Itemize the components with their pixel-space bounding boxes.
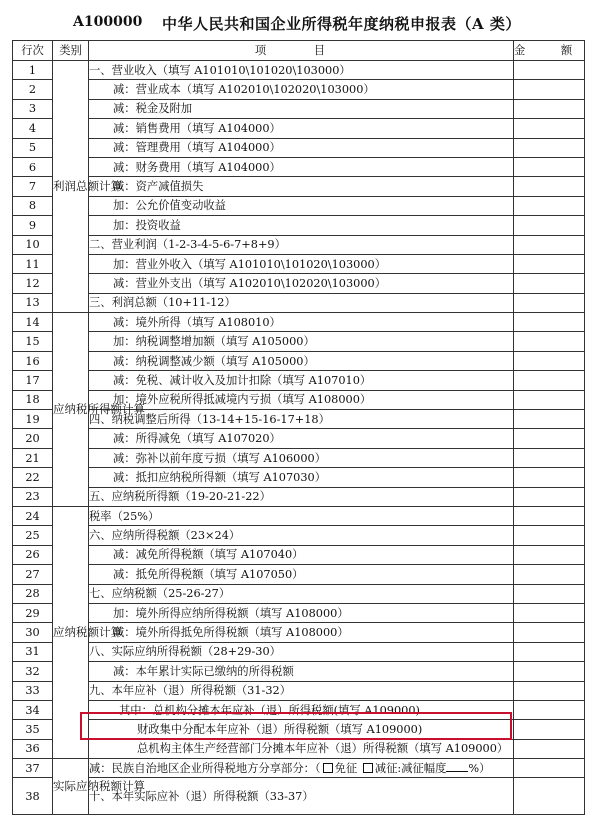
form-title-bar (0, 10, 596, 36)
table-row (13, 739, 585, 758)
row-item-text: 减：境外所得（填写 A108010） (89, 313, 514, 332)
exempt-checkbox[interactable] (323, 763, 333, 773)
table-row (13, 681, 585, 700)
row-item-text: 加：公允价值变动收益 (89, 196, 514, 215)
row-item-text: 减：税金及附加 (89, 99, 514, 118)
row-item-text: 减：本年累计实际已缴纳的所得税额 (89, 662, 514, 681)
row-number: 21 (13, 448, 53, 467)
row-number: 36 (13, 739, 53, 758)
amount-cell[interactable] (514, 759, 585, 778)
row-number: 7 (13, 177, 53, 196)
table-row (13, 274, 585, 293)
category-label: 实际应纳税额计算 (53, 759, 89, 815)
row-number: 30 (13, 623, 53, 642)
table-row (13, 429, 585, 448)
table-row (13, 662, 585, 681)
amount-cell[interactable] (514, 623, 585, 642)
amount-cell[interactable] (514, 80, 585, 99)
row-number: 6 (13, 157, 53, 176)
row-number: 32 (13, 662, 53, 681)
amount-cell[interactable] (514, 293, 585, 312)
row-number: 22 (13, 468, 53, 487)
row-item-text: 减：营业外支出（填写 A102010\102020\103000） (89, 274, 514, 293)
row-number: 26 (13, 545, 53, 564)
table-row (13, 700, 585, 719)
amount-cell[interactable] (514, 429, 585, 448)
table-row (13, 119, 585, 138)
row-item-text: 减：抵扣应纳税所得额（填写 A107030） (89, 468, 514, 487)
row-item-text: 财政集中分配本年应补（退）所得税额（填写 A109000) (89, 720, 514, 739)
row-item-text: 减：纳税调整减少额（填写 A105000） (89, 351, 514, 370)
row-number: 31 (13, 642, 53, 661)
table-row (13, 448, 585, 467)
amount-cell[interactable] (514, 216, 585, 235)
form-title: 中华人民共和国企业所得税年度纳税申报表（A 类） (162, 15, 521, 33)
table-row (13, 565, 585, 584)
row-number: 24 (13, 506, 53, 525)
row-number: 12 (13, 274, 53, 293)
table-row (13, 157, 585, 176)
row-item-text: 九、本年应补（退）所得税额（31-32） (89, 681, 514, 700)
table-row (13, 80, 585, 99)
category-label: 利润总额计算 (53, 61, 89, 313)
table-row (13, 138, 585, 157)
row-number: 23 (13, 487, 53, 506)
row-number: 8 (13, 196, 53, 215)
amount-cell[interactable] (514, 642, 585, 661)
row-item-text: 总机构主体生产经营部门分摊本年应补（退）所得税额（填写 A109000） (89, 739, 514, 758)
table-row (13, 332, 585, 351)
amount-cell[interactable] (514, 410, 585, 429)
table-row (13, 235, 585, 254)
exempt-label: 免征 (334, 761, 358, 775)
row-item-text: 减：资产减值损失 (89, 177, 514, 196)
amount-cell[interactable] (514, 254, 585, 273)
amount-cell[interactable] (514, 332, 585, 351)
row-item-text: 加：营业外收入（填写 A101010\101020\103000） (89, 254, 514, 273)
row-number: 14 (13, 313, 53, 332)
row-item-text: 七、应纳税额（25-26-27） (89, 584, 514, 603)
amount-cell[interactable] (514, 778, 585, 815)
row-number: 18 (13, 390, 53, 409)
amount-cell[interactable] (514, 99, 585, 118)
header-item: 项 目 (89, 41, 514, 61)
amount-cell[interactable] (514, 157, 585, 176)
amount-cell[interactable] (514, 448, 585, 467)
table-row (13, 603, 585, 622)
amount-cell[interactable] (514, 235, 585, 254)
row-item-text: 一、营业收入（填写 A101010\101020\103000） (89, 61, 514, 80)
row-item-text: 减：营业成本（填写 A102010\102020\103000） (89, 80, 514, 99)
table-row (13, 545, 585, 564)
row-item-text: 减：所得减免（填写 A107020） (89, 429, 514, 448)
row-number: 19 (13, 410, 53, 429)
row37-suffix: %） (468, 761, 491, 775)
table-row (13, 293, 585, 312)
table-row (13, 487, 585, 506)
amount-cell[interactable] (514, 371, 585, 390)
row-item-text (89, 759, 514, 778)
category-label: 应纳税额计算 (53, 506, 89, 758)
reduce-checkbox[interactable] (363, 763, 373, 773)
table-row (13, 526, 585, 545)
amount-cell[interactable] (514, 584, 585, 603)
header-row-number: 行次 (13, 41, 53, 61)
row-item-text: 八、实际应纳所得税额（28+29-30） (89, 642, 514, 661)
row-number: 25 (13, 526, 53, 545)
row-item-text: 减：财务费用（填写 A104000） (89, 157, 514, 176)
amount-cell[interactable] (514, 603, 585, 622)
table-row (13, 584, 585, 603)
row-item-text: 其中：总机构分摊本年应补（退）所得税额(填写 A109000) (89, 700, 514, 719)
amount-cell[interactable] (514, 662, 585, 681)
table-row (13, 99, 585, 118)
row-number: 27 (13, 565, 53, 584)
amount-cell[interactable] (514, 526, 585, 545)
header-category: 类别 (53, 41, 89, 61)
row-number: 5 (13, 138, 53, 157)
row-item-text: 减：销售费用（填写 A104000） (89, 119, 514, 138)
amount-cell[interactable] (514, 351, 585, 370)
amount-cell[interactable] (514, 739, 585, 758)
amount-cell[interactable] (514, 61, 585, 80)
amount-cell[interactable] (514, 468, 585, 487)
tax-return-table (12, 40, 589, 815)
amount-cell[interactable] (514, 313, 585, 332)
row-number: 33 (13, 681, 53, 700)
row-item-text: 二、营业利润（1-2-3-4-5-6-7+8+9） (89, 235, 514, 254)
row-item-text: 三、利润总额（10+11-12） (89, 293, 514, 312)
amount-cell[interactable] (514, 506, 585, 525)
amount-cell[interactable] (514, 700, 585, 719)
row-number: 1 (13, 61, 53, 80)
row-number: 38 (13, 778, 53, 815)
amount-cell[interactable] (514, 390, 585, 409)
row-item-text: 减：减免所得税额（填写 A107040） (89, 545, 514, 564)
row-number: 37 (13, 759, 53, 778)
table-header-row (13, 41, 585, 61)
row-number: 11 (13, 254, 53, 273)
row-number: 4 (13, 119, 53, 138)
reduce-label: 减征:减征幅度 (374, 761, 447, 775)
table-row (13, 720, 585, 739)
table-row (13, 196, 585, 215)
row-item-text: 加：纳税调整增加额（填写 A105000） (89, 332, 514, 351)
row-item-text: 减：境外所得抵免所得税额（填写 A108000） (89, 623, 514, 642)
amount-cell[interactable] (514, 545, 585, 564)
row-number: 9 (13, 216, 53, 235)
table-row (13, 468, 585, 487)
table-row (13, 313, 585, 332)
row-number: 2 (13, 80, 53, 99)
table-row (13, 254, 585, 273)
row-item-text: 六、应纳所得税额（23×24） (89, 526, 514, 545)
amount-cell[interactable] (514, 487, 585, 506)
row-number: 35 (13, 720, 53, 739)
table-row (13, 351, 585, 370)
row-number: 17 (13, 371, 53, 390)
table-row (13, 371, 585, 390)
row-number: 16 (13, 351, 53, 370)
row-item-text: 税率（25%） (89, 506, 514, 525)
row37-prefix: 减：民族自治地区企业所得税地方分享部分：（ (89, 761, 321, 775)
row-number: 15 (13, 332, 53, 351)
amount-cell[interactable] (514, 138, 585, 157)
category-label: 应纳税所得额计算 (53, 313, 89, 507)
amount-cell[interactable] (514, 720, 585, 739)
row-number: 20 (13, 429, 53, 448)
row-item-text: 十、本年实际应补（退）所得税额（33-37） (89, 778, 514, 815)
row-number: 3 (13, 99, 53, 118)
amount-cell[interactable] (514, 119, 585, 138)
amount-cell[interactable] (514, 196, 585, 215)
row-item-text: 减：免税、减计收入及加计扣除（填写 A107010） (89, 371, 514, 390)
form-code: A100000 (73, 14, 143, 30)
row-item-text: 加：境外应税所得抵减境内亏损（填写 A108000） (89, 390, 514, 409)
row-item-text: 五、应纳税所得额（19-20-21-22） (89, 487, 514, 506)
header-amount: 金 额 (514, 41, 585, 61)
row-number: 28 (13, 584, 53, 603)
row-item-text: 减：管理费用（填写 A104000） (89, 138, 514, 157)
table-row (13, 216, 585, 235)
amount-cell[interactable] (514, 177, 585, 196)
amount-cell[interactable] (514, 274, 585, 293)
table-row (13, 759, 585, 778)
row-number: 13 (13, 293, 53, 312)
table-row (13, 642, 585, 661)
amount-cell[interactable] (514, 565, 585, 584)
row-item-text: 加：投资收益 (89, 216, 514, 235)
row-number: 29 (13, 603, 53, 622)
row-number: 10 (13, 235, 53, 254)
row-item-text: 加：境外所得应纳所得税额（填写 A108000） (89, 603, 514, 622)
reduction-rate-blank[interactable] (446, 771, 468, 772)
table-row (13, 410, 585, 429)
row-number: 34 (13, 700, 53, 719)
row-item-text: 减：抵免所得税额（填写 A107050） (89, 565, 514, 584)
table-row (13, 506, 585, 525)
row-item-text: 四、纳税调整后所得（13-14+15-16-17+18） (89, 410, 514, 429)
amount-cell[interactable] (514, 681, 585, 700)
table-row (13, 61, 585, 80)
row-item-text: 减：弥补以前年度亏损（填写 A106000） (89, 448, 514, 467)
